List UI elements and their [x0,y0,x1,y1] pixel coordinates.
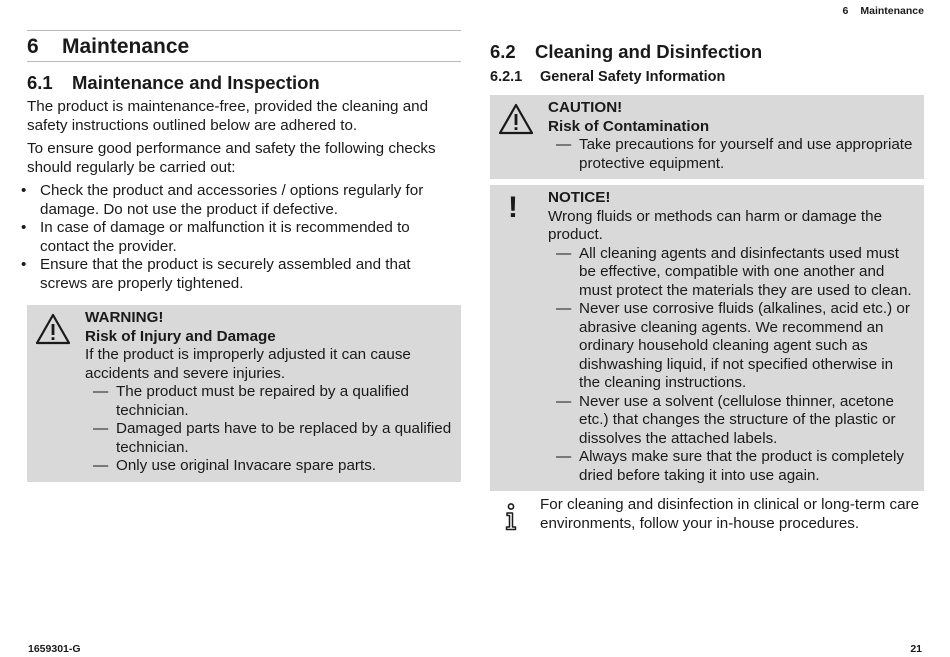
notice-box [490,185,924,491]
information-icon [504,503,518,537]
document-id: 1659301-G [28,643,81,655]
running-header [843,5,924,17]
chapter-title: Maintenance [62,35,190,58]
list-item [85,457,455,476]
caution-box [490,95,924,179]
list-item [548,393,918,449]
list-item-text: Damaged parts have to be replaced by a qualified technician. [116,420,452,456]
running-header-chapter-title: Maintenance [860,5,924,17]
list-item-text: Take precautions for yourself and use appropriate protective equipment. [579,136,913,172]
section-title: Cleaning and Disinfection [535,41,763,62]
section-title: Maintenance and Inspection [72,72,320,93]
dash-mark: — [556,244,572,262]
caution-signal-word: CAUTION! [548,99,623,116]
section-number: 6.1 [27,72,53,93]
warning-text: If the product is improperly adjusted it can cause accidents and severe injuries. [85,346,411,382]
list-item [548,245,918,301]
dash-mark: — [556,136,572,153]
running-header-chapter-number: 6 [842,5,849,17]
warning-signal-word: WARNING! [85,309,164,326]
list-item-text: Only use original Invacare spare parts. [116,457,377,474]
caution-risk-title: Risk of Contamination [548,117,710,135]
section-heading-cleaning-disinfection [490,40,924,64]
dash-mark: — [93,457,109,474]
warning-triangle-icon [35,313,71,351]
list-item [85,420,455,457]
subsection-title: General Safety Information [540,69,726,85]
info-text: For cleaning and disinfection in clinical or long-term care environments, follow your in-house procedures. [540,496,920,532]
exclamation-icon: ! [508,191,518,224]
left-column [27,30,461,482]
list-item [548,300,918,393]
list-item-text: Never use corrosive fluids (alkalines, acid etc.) or abrasive cleaning agents. We recommend an ordinary household cleaning agent such as dishwashing liquid, if not specified otherwise in the cleaning instructions. [579,300,910,391]
right-column [490,30,924,533]
list-item-text: Never use a solvent (cellulose thinner, acetone etc.) that changes the structure of the plastic or dissolves the attached labels. [579,392,896,447]
subsection-number: 6.2.1 [490,69,523,85]
warning-box [27,305,461,482]
chapter-number: 6 [27,35,39,58]
list-item [548,136,918,173]
list-item: • In case of damage or malfunction it is recommended to contact the provider. [27,219,461,256]
list-item-text: The product must be repaired by a qualified technician. [116,383,409,419]
list-item [85,383,455,420]
warning-risk-title: Risk of Injury and Damage [85,327,276,345]
list-item [548,448,918,485]
dash-mark: — [556,300,572,317]
dash-mark: — [556,392,572,410]
info-note [490,496,924,533]
paragraph-maintenance-free: The product is maintenance-free, provided the cleaning and safety instructions outlined below are adhered to. [27,98,429,134]
dash-mark: — [93,420,109,437]
section-heading-maintenance-inspection [27,71,461,95]
checks-list [27,182,461,293]
dash-mark: — [93,383,109,400]
chapter-heading [27,30,461,62]
page-number: 21 [910,643,922,655]
list-item-text: Always make sure that the product is completely dried before taking it into use again. [579,448,904,484]
list-item: • Ensure that the product is securely assembled and that screws are properly tightened. [27,256,461,293]
section-number: 6.2 [490,41,516,62]
dash-mark: — [556,448,572,465]
notice-text: Wrong fluids or methods can harm or damage the product. [548,207,883,243]
caution-triangle-icon [498,103,534,141]
subsection-heading-general-safety [490,67,924,87]
paragraph-regular-checks: To ensure good performance and safety the following checks should regularly be carried out: [27,140,436,176]
list-item-text: All cleaning agents and disinfectants used must be effective, compatible with one another and must protect the materials they are used to clean. [579,244,912,299]
list-item: • Check the product and accessories / options regularly for damage. Do not use the product if defective. [27,182,461,219]
notice-signal-word: NOTICE! [548,189,611,206]
